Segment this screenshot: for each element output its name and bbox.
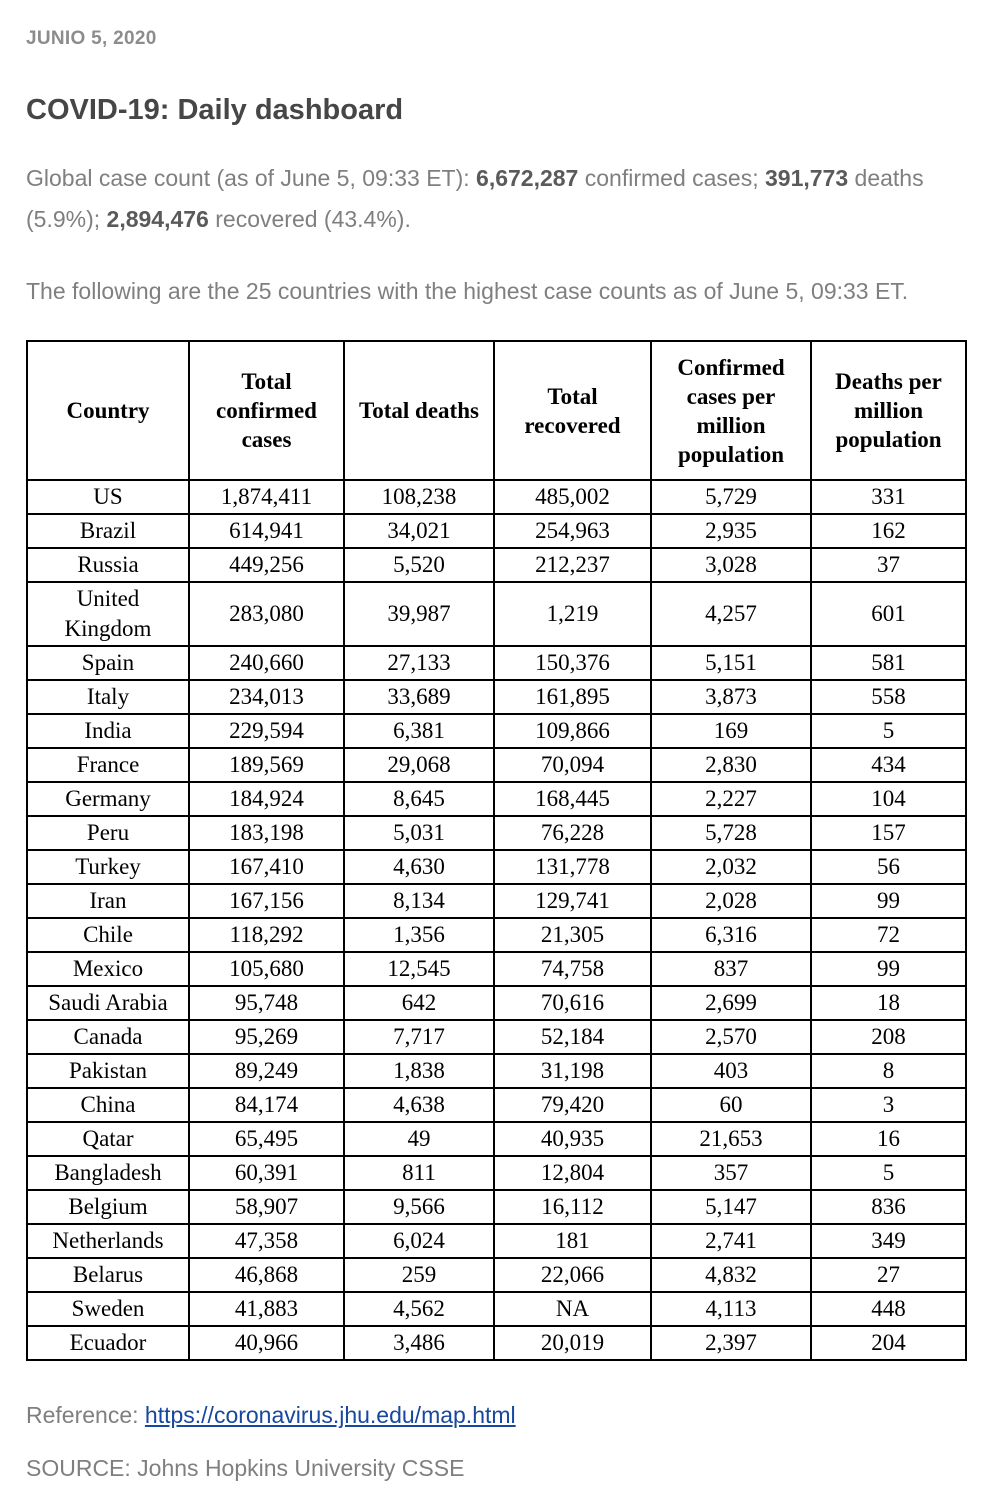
value-cell: 581 bbox=[811, 646, 966, 680]
value-cell: 5,151 bbox=[651, 646, 811, 680]
value-cell: 41,883 bbox=[189, 1292, 344, 1326]
value-cell: 189,569 bbox=[189, 748, 344, 782]
value-cell: 837 bbox=[651, 952, 811, 986]
global-summary-paragraph bbox=[26, 158, 967, 240]
table-row bbox=[27, 952, 966, 986]
confirmed-suffix: confirmed cases; bbox=[578, 165, 765, 191]
value-cell: 2,830 bbox=[651, 748, 811, 782]
table-row bbox=[27, 548, 966, 582]
value-cell: 8,134 bbox=[344, 884, 494, 918]
table-row bbox=[27, 1326, 966, 1360]
value-cell: 6,381 bbox=[344, 714, 494, 748]
value-cell: 16 bbox=[811, 1122, 966, 1156]
value-cell: 16,112 bbox=[494, 1190, 651, 1224]
value-cell: 2,028 bbox=[651, 884, 811, 918]
value-cell: 27 bbox=[811, 1258, 966, 1292]
table-row bbox=[27, 1156, 966, 1190]
value-cell: 34,021 bbox=[344, 514, 494, 548]
country-cell: Chile bbox=[27, 918, 189, 952]
value-cell: 4,832 bbox=[651, 1258, 811, 1292]
table-header-cell: Deaths per million population bbox=[811, 341, 966, 480]
confirmed-count: 6,672,287 bbox=[476, 165, 579, 191]
value-cell: 2,741 bbox=[651, 1224, 811, 1258]
value-cell: 5,520 bbox=[344, 548, 494, 582]
page-title: COVID-19: Daily dashboard bbox=[26, 94, 404, 126]
value-cell: 2,227 bbox=[651, 782, 811, 816]
value-cell: 60 bbox=[651, 1088, 811, 1122]
value-cell: 70,616 bbox=[494, 986, 651, 1020]
value-cell: 5 bbox=[811, 1156, 966, 1190]
table-row bbox=[27, 1088, 966, 1122]
value-cell: 46,868 bbox=[189, 1258, 344, 1292]
value-cell: 4,562 bbox=[344, 1292, 494, 1326]
country-cell: Peru bbox=[27, 816, 189, 850]
intro-paragraph: The following are the 25 countries with the highest case counts as of June 5, 09:33 ET. bbox=[26, 278, 909, 304]
value-cell: 21,305 bbox=[494, 918, 651, 952]
value-cell: 49 bbox=[344, 1122, 494, 1156]
value-cell: 84,174 bbox=[189, 1088, 344, 1122]
value-cell: 449,256 bbox=[189, 548, 344, 582]
value-cell: 349 bbox=[811, 1224, 966, 1258]
value-cell: 74,758 bbox=[494, 952, 651, 986]
value-cell: 5,728 bbox=[651, 816, 811, 850]
value-cell: 12,545 bbox=[344, 952, 494, 986]
value-cell: 150,376 bbox=[494, 646, 651, 680]
value-cell: 8 bbox=[811, 1054, 966, 1088]
country-cell: France bbox=[27, 748, 189, 782]
table-body bbox=[27, 480, 966, 1360]
value-cell: 448 bbox=[811, 1292, 966, 1326]
value-cell: 76,228 bbox=[494, 816, 651, 850]
value-cell: 40,966 bbox=[189, 1326, 344, 1360]
value-cell: 70,094 bbox=[494, 748, 651, 782]
table-head bbox=[27, 341, 966, 480]
value-cell: 40,935 bbox=[494, 1122, 651, 1156]
value-cell: 204 bbox=[811, 1326, 966, 1360]
value-cell: 99 bbox=[811, 952, 966, 986]
value-cell: 31,198 bbox=[494, 1054, 651, 1088]
value-cell: 72 bbox=[811, 918, 966, 952]
value-cell: 167,156 bbox=[189, 884, 344, 918]
table-header-cell: Total deaths bbox=[344, 341, 494, 480]
value-cell: 434 bbox=[811, 748, 966, 782]
country-cell: United Kingdom bbox=[27, 582, 189, 646]
value-cell: 558 bbox=[811, 680, 966, 714]
value-cell: 39,987 bbox=[344, 582, 494, 646]
country-cell: Iran bbox=[27, 884, 189, 918]
value-cell: 6,024 bbox=[344, 1224, 494, 1258]
value-cell: 27,133 bbox=[344, 646, 494, 680]
value-cell: 167,410 bbox=[189, 850, 344, 884]
value-cell: 52,184 bbox=[494, 1020, 651, 1054]
table-row bbox=[27, 1292, 966, 1326]
country-cell: Italy bbox=[27, 680, 189, 714]
table-row bbox=[27, 918, 966, 952]
value-cell: NA bbox=[494, 1292, 651, 1326]
country-cell: Netherlands bbox=[27, 1224, 189, 1258]
reference-line bbox=[26, 1400, 967, 1430]
value-cell: 20,019 bbox=[494, 1326, 651, 1360]
value-cell: 21,653 bbox=[651, 1122, 811, 1156]
value-cell: 129,741 bbox=[494, 884, 651, 918]
value-cell: 161,895 bbox=[494, 680, 651, 714]
value-cell: 2,032 bbox=[651, 850, 811, 884]
value-cell: 109,866 bbox=[494, 714, 651, 748]
recovered-count: 2,894,476 bbox=[106, 206, 209, 232]
value-cell: 4,257 bbox=[651, 582, 811, 646]
table-row bbox=[27, 646, 966, 680]
countries-table bbox=[26, 340, 967, 1361]
country-cell: Russia bbox=[27, 548, 189, 582]
value-cell: 485,002 bbox=[494, 480, 651, 514]
value-cell: 29,068 bbox=[344, 748, 494, 782]
value-cell: 181 bbox=[494, 1224, 651, 1258]
table-row bbox=[27, 680, 966, 714]
table-row bbox=[27, 1258, 966, 1292]
value-cell: 22,066 bbox=[494, 1258, 651, 1292]
value-cell: 79,420 bbox=[494, 1088, 651, 1122]
value-cell: 8,645 bbox=[344, 782, 494, 816]
table-row bbox=[27, 514, 966, 548]
country-cell: Bangladesh bbox=[27, 1156, 189, 1190]
table-row bbox=[27, 816, 966, 850]
value-cell: 642 bbox=[344, 986, 494, 1020]
recovered-suffix: recovered (43.4%). bbox=[208, 206, 411, 232]
value-cell: 254,963 bbox=[494, 514, 651, 548]
value-cell: 162 bbox=[811, 514, 966, 548]
value-cell: 208 bbox=[811, 1020, 966, 1054]
value-cell: 37 bbox=[811, 548, 966, 582]
value-cell: 95,269 bbox=[189, 1020, 344, 1054]
deaths-suffix: deaths (5.9%); bbox=[26, 165, 924, 232]
value-cell: 9,566 bbox=[344, 1190, 494, 1224]
country-cell: Pakistan bbox=[27, 1054, 189, 1088]
country-cell: US bbox=[27, 480, 189, 514]
value-cell: 3,486 bbox=[344, 1326, 494, 1360]
country-cell: Mexico bbox=[27, 952, 189, 986]
value-cell: 1,874,411 bbox=[189, 480, 344, 514]
value-cell: 331 bbox=[811, 480, 966, 514]
table-row bbox=[27, 1122, 966, 1156]
country-cell: Ecuador bbox=[27, 1326, 189, 1360]
value-cell: 108,238 bbox=[344, 480, 494, 514]
value-cell: 601 bbox=[811, 582, 966, 646]
value-cell: 58,907 bbox=[189, 1190, 344, 1224]
country-cell: Germany bbox=[27, 782, 189, 816]
table-header-cell: Total recovered bbox=[494, 341, 651, 480]
table-row bbox=[27, 1020, 966, 1054]
country-cell: Spain bbox=[27, 646, 189, 680]
value-cell: 65,495 bbox=[189, 1122, 344, 1156]
country-cell: Turkey bbox=[27, 850, 189, 884]
value-cell: 3,873 bbox=[651, 680, 811, 714]
value-cell: 12,804 bbox=[494, 1156, 651, 1190]
value-cell: 1,356 bbox=[344, 918, 494, 952]
value-cell: 240,660 bbox=[189, 646, 344, 680]
table-row bbox=[27, 850, 966, 884]
value-cell: 3 bbox=[811, 1088, 966, 1122]
date-label: JUNIO 5, 2020 bbox=[26, 28, 157, 49]
deaths-count: 391,773 bbox=[765, 165, 849, 191]
value-cell: 259 bbox=[344, 1258, 494, 1292]
value-cell: 811 bbox=[344, 1156, 494, 1190]
value-cell: 5,031 bbox=[344, 816, 494, 850]
source-line: SOURCE: Johns Hopkins University CSSE bbox=[26, 1455, 465, 1481]
table-header-cell: Total confirmed cases bbox=[189, 341, 344, 480]
value-cell: 357 bbox=[651, 1156, 811, 1190]
table-row bbox=[27, 582, 966, 646]
table-row bbox=[27, 1224, 966, 1258]
value-cell: 104 bbox=[811, 782, 966, 816]
value-cell: 168,445 bbox=[494, 782, 651, 816]
value-cell: 6,316 bbox=[651, 918, 811, 952]
table-row bbox=[27, 714, 966, 748]
value-cell: 184,924 bbox=[189, 782, 344, 816]
value-cell: 60,391 bbox=[189, 1156, 344, 1190]
value-cell: 131,778 bbox=[494, 850, 651, 884]
value-cell: 283,080 bbox=[189, 582, 344, 646]
country-cell: Qatar bbox=[27, 1122, 189, 1156]
value-cell: 4,630 bbox=[344, 850, 494, 884]
value-cell: 56 bbox=[811, 850, 966, 884]
country-cell: Saudi Arabia bbox=[27, 986, 189, 1020]
value-cell: 157 bbox=[811, 816, 966, 850]
value-cell: 2,570 bbox=[651, 1020, 811, 1054]
country-cell: India bbox=[27, 714, 189, 748]
country-cell: Belgium bbox=[27, 1190, 189, 1224]
table-header-cell: Confirmed cases per million population bbox=[651, 341, 811, 480]
value-cell: 95,748 bbox=[189, 986, 344, 1020]
value-cell: 5,729 bbox=[651, 480, 811, 514]
value-cell: 183,198 bbox=[189, 816, 344, 850]
value-cell: 5,147 bbox=[651, 1190, 811, 1224]
country-cell: Canada bbox=[27, 1020, 189, 1054]
value-cell: 614,941 bbox=[189, 514, 344, 548]
value-cell: 4,113 bbox=[651, 1292, 811, 1326]
table-header-cell: Country bbox=[27, 341, 189, 480]
value-cell: 1,838 bbox=[344, 1054, 494, 1088]
table-row bbox=[27, 782, 966, 816]
value-cell: 3,028 bbox=[651, 548, 811, 582]
value-cell: 7,717 bbox=[344, 1020, 494, 1054]
value-cell: 169 bbox=[651, 714, 811, 748]
table-row bbox=[27, 1054, 966, 1088]
value-cell: 2,935 bbox=[651, 514, 811, 548]
value-cell: 33,689 bbox=[344, 680, 494, 714]
value-cell: 4,638 bbox=[344, 1088, 494, 1122]
value-cell: 2,397 bbox=[651, 1326, 811, 1360]
reference-link[interactable]: https://coronavirus.jhu.edu/map.html bbox=[144, 1402, 516, 1428]
table-row bbox=[27, 480, 966, 514]
table-row bbox=[27, 748, 966, 782]
country-cell: Brazil bbox=[27, 514, 189, 548]
value-cell: 234,013 bbox=[189, 680, 344, 714]
value-cell: 47,358 bbox=[189, 1224, 344, 1258]
value-cell: 836 bbox=[811, 1190, 966, 1224]
reference-label: Reference: bbox=[26, 1402, 145, 1428]
table-row bbox=[27, 1190, 966, 1224]
value-cell: 118,292 bbox=[189, 918, 344, 952]
value-cell: 89,249 bbox=[189, 1054, 344, 1088]
value-cell: 2,699 bbox=[651, 986, 811, 1020]
value-cell: 105,680 bbox=[189, 952, 344, 986]
summary-prefix: Global case count (as of June 5, 09:33 ET): bbox=[26, 165, 477, 191]
value-cell: 212,237 bbox=[494, 548, 651, 582]
value-cell: 229,594 bbox=[189, 714, 344, 748]
table-row bbox=[27, 986, 966, 1020]
table-row bbox=[27, 884, 966, 918]
value-cell: 18 bbox=[811, 986, 966, 1020]
value-cell: 1,219 bbox=[494, 582, 651, 646]
country-cell: Sweden bbox=[27, 1292, 189, 1326]
country-cell: China bbox=[27, 1088, 189, 1122]
value-cell: 99 bbox=[811, 884, 966, 918]
country-cell: Belarus bbox=[27, 1258, 189, 1292]
value-cell: 5 bbox=[811, 714, 966, 748]
value-cell: 403 bbox=[651, 1054, 811, 1088]
table-header-row bbox=[27, 341, 966, 480]
